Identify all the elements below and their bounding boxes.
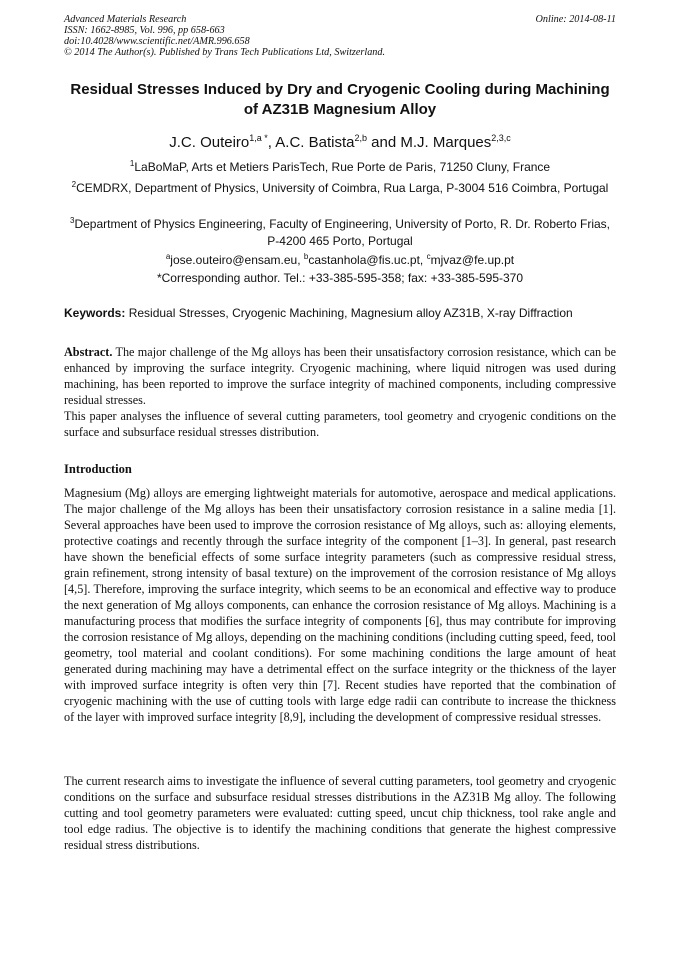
email-marker: b xyxy=(303,252,309,261)
author-list xyxy=(64,128,616,153)
author-superscript: 2,3,c xyxy=(491,133,511,143)
keywords-label: Keywords: xyxy=(64,306,126,320)
issn-line: ISSN: 1662-8985, Vol. 996, pp 658-663 xyxy=(64,25,225,36)
author-superscript: 1,a * xyxy=(249,133,268,143)
author-name: M.J. Marques xyxy=(400,134,492,151)
affiliation-marker: 2 xyxy=(71,180,77,189)
header-meta xyxy=(64,14,616,58)
corresponding-author: *Corresponding author. Tel.: +33-385-595-358; fax: +33-385-595-370 xyxy=(156,271,524,285)
abstract-text: The major challenge of the Mg alloys has been their unsatisfactory corrosion resistance, which can be enhanced by improving the surface integrity. Cryogenic machining, where liquid nitrogen was used during machining, has been reported to improve the surface integrity of machined components, including compressive residual stresses. xyxy=(64,345,616,407)
keywords-text: Residual Stresses, Cryogenic Machining, Magnesium alloy AZ31B, X-ray Diffraction xyxy=(125,306,573,320)
email-marker: a xyxy=(165,252,171,261)
author-separator: , xyxy=(267,134,276,151)
abstract-paragraph-1 xyxy=(64,344,616,408)
email-link[interactable]: castanhola@fis.uc.pt, xyxy=(308,253,427,267)
online-date: Online: 2014-08-11 xyxy=(535,14,616,25)
email-link[interactable]: mjvaz@fe.up.pt xyxy=(430,253,515,267)
author-superscript: 2,b xyxy=(354,133,368,143)
author-name: J.C. Outeiro xyxy=(169,134,250,151)
email-link[interactable]: jose.outeiro@ensam.eu, xyxy=(170,253,304,267)
affiliation-1 xyxy=(64,155,616,176)
affiliation-marker: 1 xyxy=(129,159,135,168)
author-name: A.C. Batista xyxy=(275,134,355,151)
abstract-paragraph-2: This paper analyses the influence of several cutting parameters, tool geometry and cryogenic conditions on the surface and subsurface residual stresses distribution. xyxy=(64,409,616,439)
author-separator: and xyxy=(367,134,401,151)
header-top-row xyxy=(64,14,616,25)
affiliation-marker: 3 xyxy=(69,216,75,225)
section-heading-introduction: Introduction xyxy=(64,462,132,476)
affiliation-text: LaBoMaP, Arts et Metiers ParisTech, Rue Porte de Paris, 71250 Cluny, France xyxy=(134,160,551,174)
affiliation-2 xyxy=(64,176,616,197)
journal-name: Advanced Materials Research xyxy=(64,14,187,25)
author-emails xyxy=(64,248,616,269)
introduction-paragraph-2: The current research aims to investigate the influence of several cutting parameters, tool geometry and cryogenic conditions on the surface and subsurface residual stresses distributions in the AZ31B Mg alloy. The following cutting and tool geometry parameters were evaluated: cutting speed, uncut chip thickness, tool rake angle and tool edge radius. The objective is to identify the machining conditions that generate the highest compressive residual stress distributions. xyxy=(64,774,616,852)
copyright-line: © 2014 The Author(s). Published by Trans Tech Publications Ltd, Switzerland. xyxy=(64,47,386,58)
affiliation-3 xyxy=(64,212,616,250)
keywords xyxy=(64,305,616,322)
affiliation-text: Department of Physics Engineering, Faculty of Engineering, University of Porto, R. Dr. Roberto Frias, P-4200 465 Porto, Portugal xyxy=(74,217,611,248)
paper-title: Residual Stresses Induced by Dry and Cryogenic Cooling during Machining of AZ31B Magnesium Alloy xyxy=(70,81,610,118)
introduction-paragraph-1: Magnesium (Mg) alloys are emerging lightweight materials for automotive, aerospace and medical applications. The major challenge of the Mg alloys has been their unsatisfactory corrosion resistance in a saline media [1]. Several approaches have been used to improve the corrosion resistance of Mg alloys, such as: alloying elements, protective coatings and recently through the surface integrity of the component [1–3]. In general, past research have shown the beneficial effects of some surface integrity parameters (such as compressive residual stress, grain refinement, strong intensity of basal texture) on the improvement of the corrosion resistance of Mg alloys [4,5]. Therefore, improving the surface integrity, which seems to be an economical and effective way to produce the next generation of Mg alloys components, can enhance the corrosion resistance of Mg alloys. Machining is a manufacturing process that modifies the surface integrity of components [6], thus may contribute for improving the corrosion resistance of Mg alloys, depending on the machining conditions (including cutting speed, feed, tool geometry, tool material and coolant conditions). For some machining conditions the large amount of heat generated during machining may have a detrimental effect on the surface integrity or the thickness of the layer with improved surface integrity is often very thin [7]. Recent studies have reported that the combination of cryogenic machining with the use of cutting tools with large edge radii can contribute to increase the thickness of the layer with improved surface integrity [8,9], including the development of compressive residual stresses. xyxy=(64,486,616,724)
email-marker: c xyxy=(426,252,431,261)
abstract-label: Abstract. xyxy=(64,345,113,359)
affiliation-text: CEMDRX, Department of Physics, University of Coimbra, Rua Larga, P-3004 516 Coimbra, Portugal xyxy=(76,181,609,195)
doi-line: doi:10.4028/www.scientific.net/AMR.996.658 xyxy=(64,36,250,47)
